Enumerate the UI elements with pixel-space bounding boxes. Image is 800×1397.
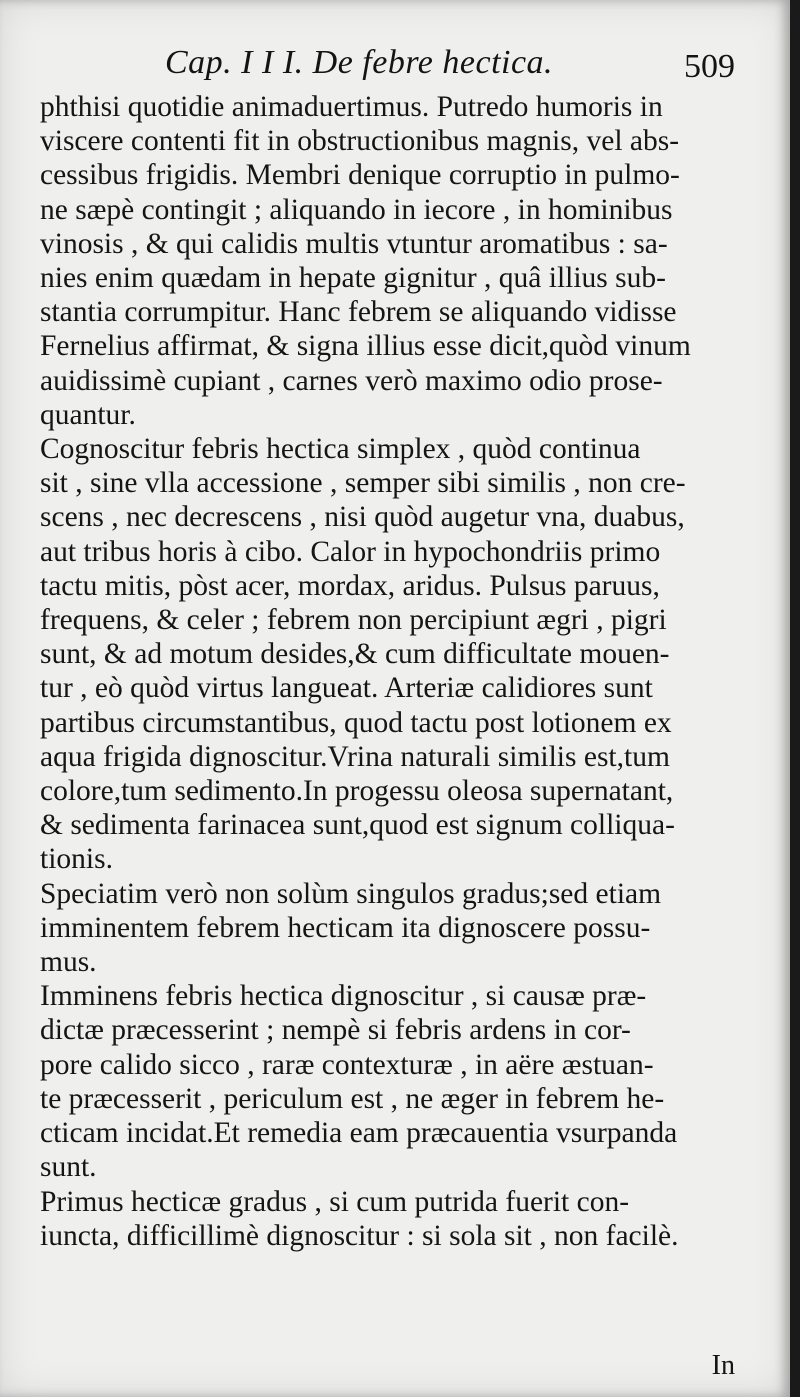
text-line: phthisi quotidie animaduertimus. Putredo humoris in [40, 91, 663, 123]
text-line: Primus hecticæ gradus , si cum putrida fuerit con- [40, 1185, 630, 1218]
page-number: 509 [684, 48, 735, 85]
text-line: aut tribus horis à cibo. Calor in hypochondriis primo [40, 535, 661, 568]
text-line: tur , eò quòd virtus langueat. Arteriæ calidiores sunt [40, 672, 653, 705]
text-line: Fernelius affirmat, & signa illius esse dicit,quòd vinum [40, 330, 691, 363]
text-line: viscere contenti fit in obstructionibus magnis, vel abs- [40, 125, 680, 158]
body-text [40, 90, 750, 1253]
text-line: dictæ præcesserint ; nempè si febris ardens in cor- [40, 1014, 631, 1047]
text-line: Cognoscitur febris hectica simplex , quòd continua [40, 433, 641, 466]
text-line: cticam incidat.Et remedia eam præcauentia vsurpanda [40, 1117, 678, 1150]
text-line: cessibus frigidis. Membri denique corruptio in pulmo- [40, 159, 680, 192]
text-line: te præcesserit , periculum est , ne æger in febrem he- [40, 1082, 665, 1115]
text-line: frequens, & celer ; febrem non percipiunt ægri , pigri [40, 604, 667, 637]
text-line: Speciatim verò non solùm singulos gradus;sed etiam [40, 877, 662, 910]
text-line: sunt. [40, 1151, 97, 1184]
text-line: stantia corrumpitur. Hanc febrem se aliquando vidisse [40, 296, 677, 329]
text-line: auidissimè cupiant , carnes verò maximo odio prose- [40, 364, 663, 397]
scan-edge [790, 0, 800, 1397]
text-line: vinosis , & qui calidis multis vtuntur aromatibus : sa- [40, 227, 668, 260]
text-line: pore calido sicco , raræ contexturæ , in aëre æstuan- [40, 1048, 654, 1081]
text-line: & sedimenta farinacea sunt,quod est signum colliqua- [40, 809, 675, 842]
text-line: sit , sine vlla accessione , semper sibi similis , non cre- [40, 467, 686, 500]
text-line: sunt, & ad motum desides,& cum difficultate mouen- [40, 638, 670, 671]
text-line: colore,tum sedimento.In progessu oleosa supernatant, [40, 775, 674, 808]
page-header [165, 44, 745, 92]
text-line: partibus circumstantibus, quod tactu post lotionem ex [40, 706, 672, 739]
text-line: tionis. [40, 843, 113, 876]
text-line: Imminens febris hectica dignoscitur , si causæ præ- [40, 980, 647, 1013]
catchword: In [711, 1350, 735, 1381]
text-line: tactu mitis, pòst acer, mordax, aridus. Pulsus paruus, [40, 569, 660, 602]
text-line: ne sæpè contingit ; aliquando in iecore , in hominibus [40, 193, 673, 226]
text-line: nies enim quædam in hepate gignitur , quâ illius sub- [40, 262, 666, 295]
text-line: iuncta, difficillimè dignoscitur : si sola sit , non facilè. [40, 1219, 679, 1252]
text-line: quantur. [40, 398, 136, 431]
text-line: scens , nec decrescens , nisi quòd augetur vna, duabus, [40, 501, 685, 534]
text-line: aqua frigida dignoscitur.Vrina naturali similis est,tum [40, 740, 670, 773]
text-line: mus. [40, 946, 97, 979]
running-title: Cap. I I I. De febre hectica. [165, 44, 554, 81]
text-line: imminentem febrem hecticam ita dignoscere possu- [40, 911, 651, 944]
